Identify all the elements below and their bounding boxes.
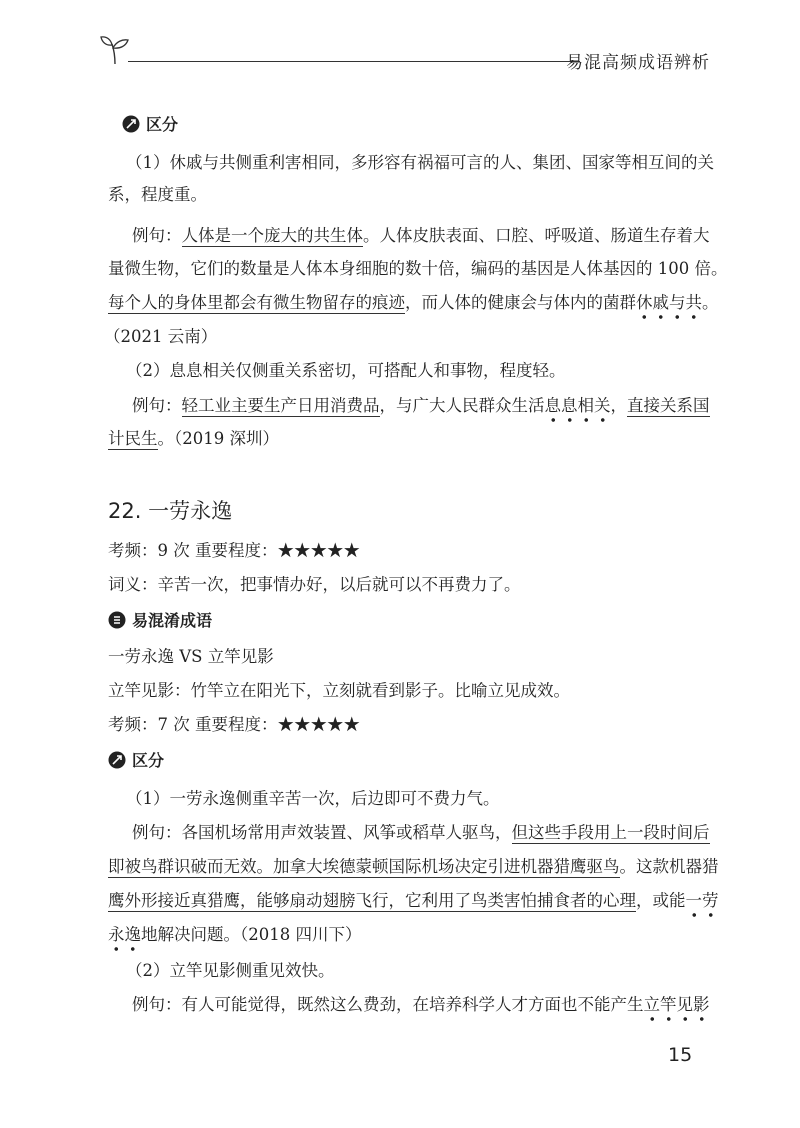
underlined-phrase: 即被鸟群识破而无效。加拿大埃德蒙顿国际机场决定引进机器猎鹰驱鸟 — [108, 857, 620, 876]
example-line: 永逸地解决问题。（2018 四川下） — [108, 924, 362, 946]
underlined-phrase: 直接关系国 — [627, 396, 710, 415]
underlined-phrase: 轻工业主要生产日用消费品 — [181, 396, 380, 415]
running-header — [100, 34, 710, 74]
example-line: 鹰外形接近真猎鹰，能够扇动翅膀飞行，它利用了鸟类害怕捕食者的心理，或能一劳 — [108, 890, 719, 912]
underlined-phrase: 人体是一个庞大的共生体 — [181, 226, 363, 245]
frequency-line: 考频：7 次 重要程度：★★★★★ — [108, 715, 360, 734]
distinguish-icon — [122, 115, 140, 133]
example-line: 例句：轻工业主要生产日用消费品，与广大人民群众生活息息相关，直接关系国 — [132, 395, 710, 417]
example-line: 计民生。（2019 深圳） — [108, 429, 279, 448]
dotted-idiom: 一劳 — [686, 891, 719, 918]
definition-line: 立竿见影：竹竿立在阳光下，立刻就看到影子。比喻立见成效。 — [108, 681, 570, 700]
dotted-idiom: 息息相关 — [545, 396, 611, 423]
section-heading-confusing: 易混淆成语 — [108, 610, 212, 632]
confusing-icon — [108, 611, 126, 629]
underlined-phrase: 鹰外形接近真猎鹰，能够扇动翅膀飞行，它利用了鸟类害怕捕食者的心理 — [108, 891, 636, 910]
example-line: 量微生物，它们的数量是人体本身细胞的数十倍，编码的基因是人体基因的 100 倍。 — [108, 259, 728, 278]
paragraph-line: （2）息息相关仅侧重关系密切，可搭配人和事物，程度轻。 — [126, 361, 566, 380]
paragraph-line: （1）一劳永逸侧重辛苦一次，后边即可不费力气。 — [126, 789, 500, 808]
header-title: 易混高频成语辨析 — [566, 53, 710, 73]
frequency-line: 考频：9 次 重要程度：★★★★★ — [108, 541, 360, 560]
sprout-icon — [100, 34, 130, 66]
dotted-idiom: 立竿见影 — [644, 995, 710, 1022]
paragraph-line: （1）休戚与共侧重利害相同，多形容有祸福可言的人、集团、国家等相互间的关 — [126, 153, 714, 172]
header-rule — [128, 61, 580, 62]
underlined-phrase: 但这些手段用上一段时间后 — [511, 823, 710, 842]
entry-title: 22. 一劳永逸 — [108, 499, 233, 523]
source-note: （2021 云南） — [104, 327, 218, 346]
example-line: 例句：人体是一个庞大的共生体。人体皮肤表面、口腔、呼吸道、肠道生存着大 — [132, 226, 710, 245]
page-number: 15 — [668, 1044, 693, 1066]
example-line: 例句：各国机场常用声效装置、风筝或稻草人驱鸟，但这些手段用上一段时间后 — [132, 823, 710, 842]
underlined-phrase: 计民生 — [108, 429, 158, 448]
paragraph-line: （2）立竿见影侧重见效快。 — [126, 961, 335, 980]
example-line: 每个人的身体里都会有微生物留存的痕迹，而人体的健康会与体内的菌群休戚与共。 — [108, 292, 719, 314]
definition-line: 词义：辛苦一次，把事情办好，以后就可以不再费力了。 — [108, 575, 521, 594]
section-heading-distinguish: 区分 — [122, 114, 178, 136]
distinguish-icon — [108, 751, 126, 769]
section-heading-distinguish: 区分 — [108, 750, 164, 772]
dotted-idiom: 休戚与共 — [636, 293, 702, 320]
example-line: 即被鸟群识破而无效。加拿大埃德蒙顿国际机场决定引进机器猎鹰驱鸟。这款机器猎 — [108, 857, 719, 876]
example-line: 例句：有人可能觉得，既然这么费劲，在培养科学人才方面也不能产生立竿见影 — [132, 994, 710, 1016]
dotted-idiom: 永逸 — [108, 925, 141, 952]
paragraph-line: 系，程度重。 — [108, 185, 207, 204]
comparison-line: 一劳永逸 VS 立竿见影 — [108, 647, 274, 666]
underlined-phrase: 每个人的身体里都会有微生物留存的痕迹 — [108, 293, 405, 312]
